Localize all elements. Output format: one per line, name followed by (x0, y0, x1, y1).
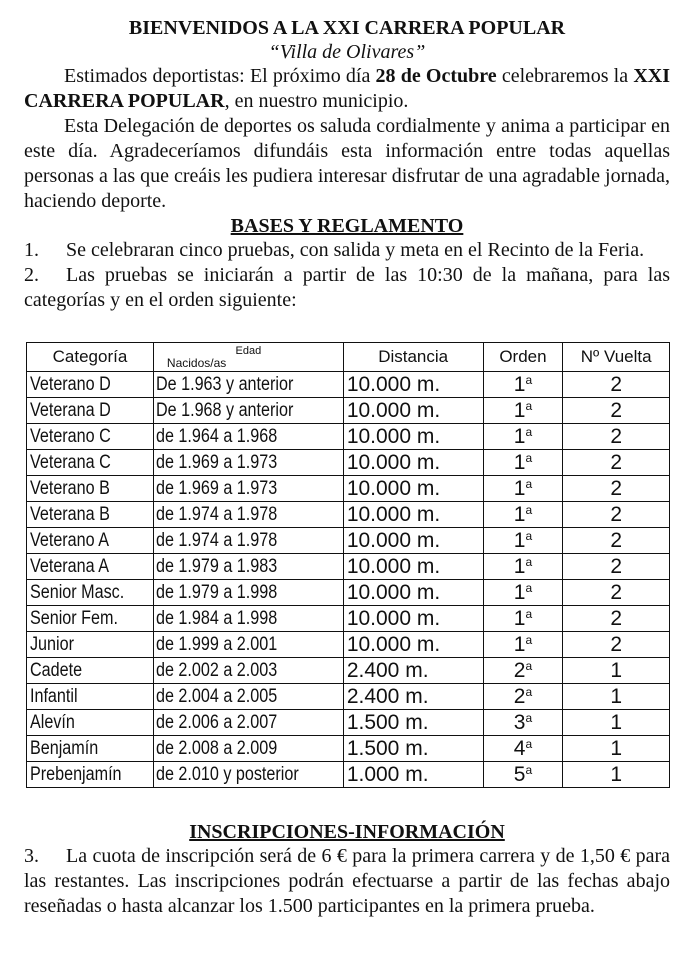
orden-ordinal: a (525, 424, 533, 439)
header-orden: Orden (483, 343, 563, 372)
rule-number: 2. (24, 264, 39, 286)
cell-distancia: 1.500 m. (343, 736, 483, 762)
cell-orden (483, 580, 563, 606)
table-row (27, 684, 670, 710)
cell-categoria: Veterano D (27, 372, 135, 398)
cell-distancia: 10.000 m. (343, 424, 483, 450)
orden-ordinal: a (525, 528, 533, 543)
cell-distancia: 2.400 m. (343, 658, 483, 684)
cell-orden (483, 502, 563, 528)
cell-categoria: Veterana D (27, 398, 135, 424)
intro-text-a: Estimados deportistas: El próximo día (64, 65, 376, 87)
orden-number: 5 (513, 762, 526, 786)
orden-number: 3 (513, 710, 526, 734)
table-row (27, 632, 670, 658)
intro-paragraph-2: Esta Delegación de deportes os saluda cordialmente y anima a participar en este día. Agradeceríamos difundáis esta información entre todas aquellas personas a las que creáis les pudiera interesar disfrutar de una agradable jornada, haciendo deporte. (24, 115, 670, 212)
header-edad-top: Edad (235, 345, 262, 357)
cell-edad: de 1.974 a 1.978 (153, 502, 314, 528)
cell-vuelta: 2 (563, 554, 670, 580)
cell-edad: de 2.008 a 2.009 (153, 736, 314, 762)
cell-categoria: Veterana B (27, 502, 135, 528)
cell-categoria: Benjamín (27, 736, 135, 762)
intro-text-c: , en nuestro municipio. (224, 90, 409, 112)
intro-paragraph-1 (24, 64, 670, 114)
orden-ordinal: a (525, 476, 533, 491)
table-row (27, 710, 670, 736)
cell-edad: de 1.969 a 1.973 (153, 450, 314, 476)
orden-ordinal: a (525, 606, 533, 621)
cell-edad: de 1.969 a 1.973 (153, 476, 314, 502)
document-title: BIENVENIDOS A LA XXI CARRERA POPULAR (128, 17, 566, 39)
header-categoria: Categoría (27, 343, 154, 372)
bases-heading: BASES Y REGLAMENTO (230, 215, 464, 237)
document-page (24, 16, 670, 313)
cell-edad: de 2.002 a 2.003 (153, 658, 314, 684)
cell-edad: de 1.974 a 1.978 (153, 528, 314, 554)
orden-ordinal: a (525, 736, 533, 751)
cell-orden (483, 424, 563, 450)
header-vuelta: Nº Vuelta (563, 343, 670, 372)
cell-orden (483, 632, 563, 658)
rule-item-1 (24, 238, 670, 263)
table-body (27, 372, 670, 788)
orden-number: 1 (513, 372, 526, 396)
orden-number: 4 (513, 736, 526, 760)
orden-number: 1 (513, 632, 526, 656)
orden-number: 1 (513, 476, 526, 500)
orden-number: 2 (513, 684, 526, 708)
table-row (27, 736, 670, 762)
table-row (27, 528, 670, 554)
cell-orden (483, 398, 563, 424)
cell-categoria: Junior (27, 632, 135, 658)
cell-distancia: 10.000 m. (343, 372, 483, 398)
table-row (27, 658, 670, 684)
table-row (27, 476, 670, 502)
cell-vuelta: 1 (563, 736, 670, 762)
cell-edad: de 2.004 a 2.005 (153, 684, 314, 710)
orden-ordinal: a (525, 684, 533, 699)
table-row (27, 424, 670, 450)
event-name: XXI CARRERA POPULAR (24, 65, 670, 112)
header-edad-bottom: Nacidos/as (166, 356, 227, 370)
cell-orden (483, 736, 563, 762)
orden-number: 1 (513, 528, 526, 552)
header-edad (153, 343, 343, 372)
cell-orden (483, 372, 563, 398)
orden-number: 1 (513, 502, 526, 526)
cell-categoria: Senior Masc. (27, 580, 135, 606)
cell-vuelta: 2 (563, 398, 670, 424)
orden-ordinal: a (525, 632, 533, 647)
orden-ordinal: a (525, 398, 533, 413)
cell-vuelta: 2 (563, 424, 670, 450)
cell-categoria: Veterano A (27, 528, 135, 554)
rule-text: Las pruebas se iniciarán a partir de las 10:30 de la mañana, para las categorías y en el orden siguiente: (24, 264, 670, 311)
cell-orden (483, 684, 563, 710)
rule-number: 1. (24, 239, 39, 261)
orden-number: 1 (513, 606, 526, 630)
orden-ordinal: a (525, 710, 533, 725)
cell-orden (483, 528, 563, 554)
event-date: 28 de Octubre (375, 65, 497, 87)
cell-vuelta: 1 (563, 710, 670, 736)
table-row (27, 606, 670, 632)
cell-distancia: 10.000 m. (343, 502, 483, 528)
cell-distancia: 1.000 m. (343, 762, 483, 788)
cell-categoria: Infantil (27, 684, 135, 710)
table-row (27, 450, 670, 476)
cell-orden (483, 554, 563, 580)
cell-categoria: Prebenjamín (27, 762, 135, 788)
cell-distancia: 1.500 m. (343, 710, 483, 736)
table-header-row (27, 343, 670, 372)
document-subtitle: “Villa de Olivares” (268, 41, 426, 63)
cell-edad: de 2.010 y posterior (153, 762, 314, 788)
inscripciones-heading: INSCRIPCIONES-INFORMACIÓN (189, 821, 505, 843)
orden-number: 1 (513, 424, 526, 448)
cell-vuelta: 2 (563, 528, 670, 554)
orden-ordinal: a (525, 580, 533, 595)
orden-ordinal: a (525, 762, 533, 777)
cell-edad: de 1.964 a 1.968 (153, 424, 314, 450)
cell-vuelta: 2 (563, 450, 670, 476)
cell-categoria: Senior Fem. (27, 606, 135, 632)
cell-edad: de 1.999 a 2.001 (153, 632, 314, 658)
orden-ordinal: a (525, 554, 533, 569)
table-row (27, 554, 670, 580)
cell-orden (483, 476, 563, 502)
cell-categoria: Veterana A (27, 554, 135, 580)
rule-number: 3. (24, 845, 39, 867)
cell-categoria: Veterano B (27, 476, 135, 502)
orden-number: 1 (513, 398, 526, 422)
cell-vuelta: 2 (563, 580, 670, 606)
cell-categoria: Veterano C (27, 424, 135, 450)
orden-ordinal: a (525, 450, 533, 465)
cell-vuelta: 2 (563, 502, 670, 528)
orden-ordinal: a (525, 658, 533, 673)
cell-distancia: 10.000 m. (343, 398, 483, 424)
orden-number: 1 (513, 450, 526, 474)
cell-vuelta: 2 (563, 372, 670, 398)
cell-vuelta: 2 (563, 606, 670, 632)
table-row (27, 502, 670, 528)
orden-number: 1 (513, 554, 526, 578)
cell-vuelta: 2 (563, 632, 670, 658)
cell-categoria: Cadete (27, 658, 135, 684)
table-row (27, 580, 670, 606)
cell-distancia: 10.000 m. (343, 476, 483, 502)
cell-categoria: Alevín (27, 710, 135, 736)
inscripciones-section (24, 820, 670, 919)
cell-edad: de 1.984 a 1.998 (153, 606, 314, 632)
cell-edad: de 1.979 a 1.983 (153, 554, 314, 580)
orden-number: 1 (513, 580, 526, 604)
cell-orden (483, 710, 563, 736)
cell-vuelta: 1 (563, 658, 670, 684)
rule-text: La cuota de inscripción será de 6 € para la primera carrera y de 1,50 € para las restantes. Las inscripciones podrán efectuarse a partir de las fechas abajo reseñadas o hasta alcanzar los 1.500 participantes en la primera prueba. (24, 845, 670, 917)
cell-distancia: 10.000 m. (343, 554, 483, 580)
header-distancia: Distancia (343, 343, 483, 372)
intro-text-b: celebraremos la (496, 65, 634, 87)
cell-orden (483, 762, 563, 788)
orden-ordinal: a (525, 502, 533, 517)
table-row (27, 762, 670, 788)
orden-ordinal: a (525, 372, 533, 387)
cell-edad: De 1.968 y anterior (153, 398, 314, 424)
table-row (27, 398, 670, 424)
cell-distancia: 10.000 m. (343, 528, 483, 554)
rule-item-2 (24, 263, 670, 313)
cell-edad: De 1.963 y anterior (153, 372, 314, 398)
rule-text: Se celebraran cinco pruebas, con salida y meta en el Recinto de la Feria. (66, 239, 645, 261)
cell-distancia: 10.000 m. (343, 580, 483, 606)
cell-categoria: Veterana C (27, 450, 135, 476)
cell-distancia: 10.000 m. (343, 450, 483, 476)
cell-orden (483, 606, 563, 632)
cell-vuelta: 2 (563, 476, 670, 502)
cell-vuelta: 1 (563, 762, 670, 788)
cell-distancia: 2.400 m. (343, 684, 483, 710)
rule-item-3 (24, 844, 670, 919)
cell-distancia: 10.000 m. (343, 606, 483, 632)
cell-orden (483, 658, 563, 684)
cell-orden (483, 450, 563, 476)
orden-number: 2 (513, 658, 526, 682)
table-row (27, 372, 670, 398)
cell-vuelta: 1 (563, 684, 670, 710)
cell-distancia: 10.000 m. (343, 632, 483, 658)
cell-edad: de 2.006 a 2.007 (153, 710, 314, 736)
cell-edad: de 1.979 a 1.998 (153, 580, 314, 606)
race-categories-table (26, 342, 670, 788)
